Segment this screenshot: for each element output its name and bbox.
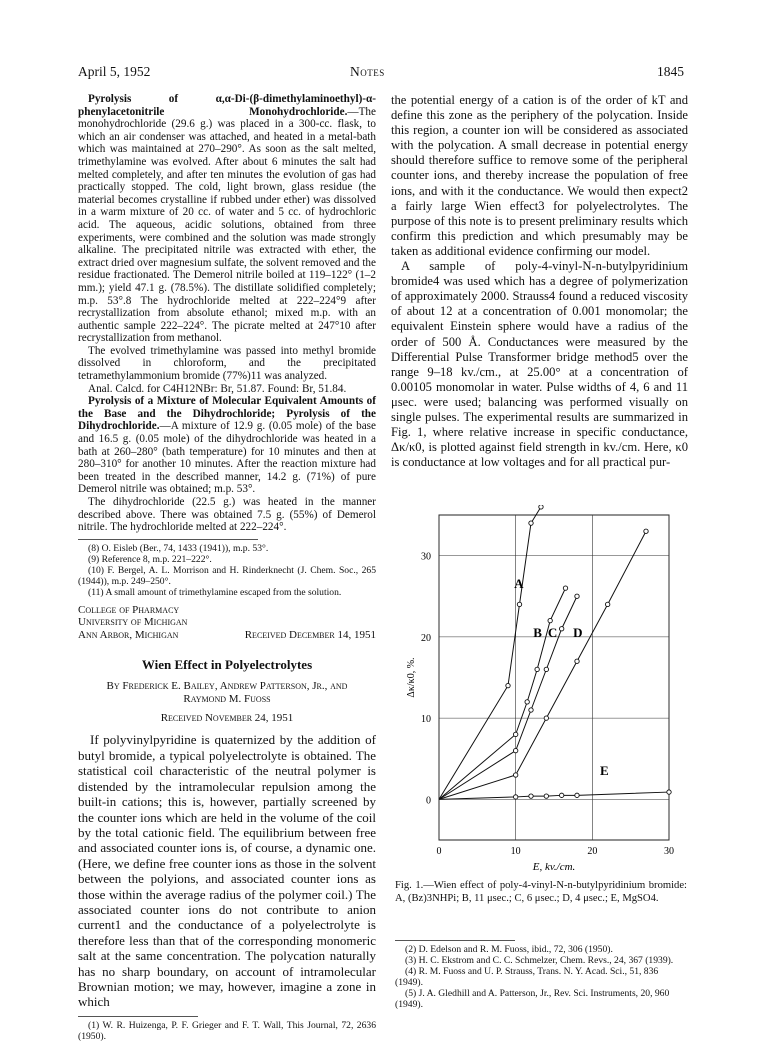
paragraph-pyrolysis-mono [78,93,376,345]
paragraph-dihydrochloride: The dihydrochloride (22.5 g.) was heated in the manner described above. There was obtained 7.5 g. (55%) of Demerol nitrile. The hydrochloride melted at 222–224°. [78,496,376,534]
right-footnotes [395,935,687,1010]
chart-labels [406,552,674,873]
data-point-b [513,732,517,736]
affiliation-line: Ann Arbor, Michigan [78,628,179,641]
data-point-a [517,602,521,606]
data-point-e [513,795,517,799]
body-paragraph: the potential energy of a cation is of the order of kT and define this zone as the periphery of the polycation. Inside this region, a counter ion will be considered as associated with the polycation. A small decrease in potential energy should therefore suffice to remove some of the peripheral counter ions, and thereby increase the population of free ions, and with it the conductance. We would then expect2 a fairly large Wien effect3 for polyelectrolytes. The purpose of this note is to present preliminary results which confirm this prediction and which presumably may be taken as additional evidence confirming our model. [391,93,688,258]
footnote-1: (1) W. R. Huizenga, P. F. Grieger and F. T. Wall, This Journal, 72, 2636 (1950). [78,1019,376,1042]
data-point-c [544,667,548,671]
data-point-b [548,618,552,622]
affiliation [78,604,376,642]
footnote-9: (9) Reference 8, m.p. 221–222°. [88,553,212,565]
y-axis-label: Δκ/κ0, %. [406,657,417,698]
data-point-d [544,716,548,720]
data-point-e [575,793,579,797]
data-point-b [535,667,539,671]
series-label-d: D [573,624,583,640]
received-date: Received December 14, 1951 [244,628,376,641]
data-point-b [525,700,529,704]
data-point-c [513,748,517,752]
x-tick-label: 20 [587,846,598,857]
data-point-d [575,659,579,663]
x-axis-label: E, kv./cm. [532,861,576,873]
y-tick-label: 20 [421,632,431,644]
data-point-d [644,529,648,533]
chart-grid [439,515,669,840]
paragraph-heading: Pyrolysis of a Mixture of Molecular Equivalent Amounts of the Base and the Dihydrochloride; Pyrolysis of the Dihydrochloride. [78,395,376,433]
data-point-d [513,773,517,777]
footnote-10: (10) F. Bergel, A. L. Morrison and H. Rinderknecht (J. Chem. Soc., 265 (1944)), m.p. 249–250°. [78,564,376,587]
footnote-divider [395,940,515,941]
paragraph-trimethylamine: The evolved trimethylamine was passed into methyl bromide dissolved in chloroform, and the precipitated tetramethylammonium bromide (77%)11 was analyzed. [78,344,376,383]
data-point-e [544,794,548,798]
received-date: Received November 24, 1951 [160,711,294,724]
series-line-e [439,792,669,799]
left-column [78,93,376,1042]
affiliation-line: University of Michigan [78,616,188,629]
data-point-d [605,602,609,606]
x-tick-label: 0 [436,846,442,857]
plot-frame [439,515,669,840]
footnote-2: (2) D. Edelson and R. M. Fuoss, ibid., 72, 306 (1950). [405,944,613,955]
y-tick-label: 30 [421,551,431,563]
chart-series [439,505,671,799]
header-page-number: 1845 [657,64,684,79]
paragraph-body: —The monohydrochloride (29.6 g.) was placed in a 300-cc. flask, to which an air condenser was attached, and heated in a metal-bath which was maintained at 270–290°. As soon as the salt melted, trimethylamine was evolved. After about 6 minutes the salt had melted completely, and after ten minutes the evolution of gas had practically stopped. The cold, light brown, glass residue (the material becomes crystalline if rubbed under ether) was dissolved in a warm mixture of 20 cc. of water and 5 cc. of hydrochloric acid. The aqueous, acidic solutions, obtained from three experiments, were combined and the solution was made strongly alkaline. The precipitated nitrile was extracted with ether, the extract dried over magnesium sulfate, the solvent removed and the residue fractionated. The Demerol nitrile boiled at 119–122° (1–2 mm.); yield 47.1 g. (78.5%). The distillate solidified completely; m.p. 53°.8 The hydrochloride melted at 222–224°9 after recrystallization from absolute ethanol; mixed m.p. with an authentic sample 222–224°. The picrate melted at 247°10 after recrystallization from methanol. [78,105,376,345]
paragraph-analysis: Anal. Calcd. for C4H12NBr: Br, 51.87. Found: Br, 51.84. [88,382,347,395]
series-label-c: C [547,624,558,640]
body-paragraph: A sample of poly-4-vinyl-N-n-butylpyridinium bromide4 was used which has a degree of polymerization of approximately 2000. Strauss4 found a reduced viscosity of about 12 at a concentration of 0.001 monomolar; the equivalent Einstein sphere would have a radius of the order of 500 Å. Conductances were measured by the Differential Pulse Transformer bridge method5 over the range 9–18 kv./cm., at 25.00° at a concentration of 0.00105 monomolar in water. Pulse widths of 4, 6 and 11 μsec. were used; balancing was performed visually on single pulses. The experimental results are summarized in Fig. 1, where relative increase in specific conductance, Δκ/κ0, is plotted against field strength in kv./cm. Here, κ0 is conductance at low voltages and for all practical pur- [391,259,688,470]
wien-effect-chart [399,505,679,875]
footnote-11: (11) A small amount of trimethylamine escaped from the solution. [88,586,342,598]
footnote-4: (4) R. M. Fuoss and U. P. Strauss, Trans. N. Y. Acad. Sci., 51, 836 (1949). [395,966,659,988]
footnote-8: (8) O. Eisleb (Ber., 74, 1433 (1941)), m.p. 53°. [88,542,269,554]
data-point-b [563,586,567,590]
footnote-3: (3) H. C. Ekstrom and C. C. Schmelzer, Chem. Revs., 24, 367 (1939). [405,955,674,966]
paragraph-pyrolysis-mixture [78,395,376,496]
data-point-c [529,708,533,712]
series-label-b: B [533,624,542,640]
paragraph-body: —A mixture of 12.9 g. (0.05 mole) of the base and 16.5 g. (0.05 mole) of the dihydrochloride was heated in a bath at 260–280° (bath temperature) for 10 minutes and then at 280–310° for another 10 minutes. After the reaction mixture had been treated in the described manner, 14.2 g. (71%) of pure Demerol nitrile was obtained; m.p. 53°. [78,420,376,496]
footnote-divider [78,539,258,540]
byline: By Frederick E. Bailey, Andrew Patterson, Jr., and [106,679,348,692]
series-line-d [439,531,646,799]
data-point-a [529,521,533,525]
x-tick-label: 30 [664,846,674,857]
series-label-a: A [514,576,524,592]
data-point-e [529,794,533,798]
byline: Raymond M. Fuoss [183,692,271,705]
right-column [391,93,688,470]
data-point-e [559,793,563,797]
affiliation-line: College of Pharmacy [78,603,180,616]
series-label-e: E [600,763,609,778]
footnote-divider [78,1016,198,1017]
y-tick-label: 10 [421,714,431,726]
header-section: Notes [350,64,385,79]
data-point-a [506,683,510,687]
article-title: Wien Effect in Polyelectrolytes [141,657,313,673]
body-paragraph: If polyvinylpyridine is quaternized by the addition of butyl bromide, a typical polyelectrolyte is obtained. The statistical coil characteristic of the neutral polymer is distended by the intramolecular repulsion among the built-in cations; this is, however, partially screened by the counter ions which are held in the volume of the coil by the total cationic field. The equilibrium between free and associated counter ions is, of course, a dynamic one. (Here, we define free counter ions as those in the solvent between the polyions, and associated counter ions as those within the average radius of the polymer coil.) The associated counter ions do not contribute to anion current1 and the conductance of a polyelectrolyte is therefore less than that of the corresponding monomeric salt at the same concentration. The polycation naturally has no sharp boundary, on account of intramolecular Brownian motion; we may, however, imagine a zone in which [78,732,376,1010]
data-point-a [539,505,543,509]
x-tick-label: 10 [510,846,521,857]
header-date: April 5, 1952 [78,64,151,79]
data-point-c [575,594,579,598]
article-body [78,732,376,1009]
y-tick-label: 0 [426,795,431,807]
data-point-c [559,627,563,631]
figure-caption: Fig. 1.—Wien effect of poly-4-vinyl-N-n-butylpyridinium bromide: A, (Bz)3NHPi; B, 11 μsec.; C, 6 μsec.; D, 4 μsec.; E, MgSO4. [395,880,687,904]
paragraph-heading: Pyrolysis of α,α-Di-(β-dimethylaminoethyl)-α-phenylacetonitrile Monohydrochloride. [78,93,376,118]
data-point-e [667,790,671,794]
footnote-5: (5) J. A. Gledhill and A. Patterson, Jr., Rev. Sci. Instruments, 20, 960 (1949). [395,988,670,1010]
